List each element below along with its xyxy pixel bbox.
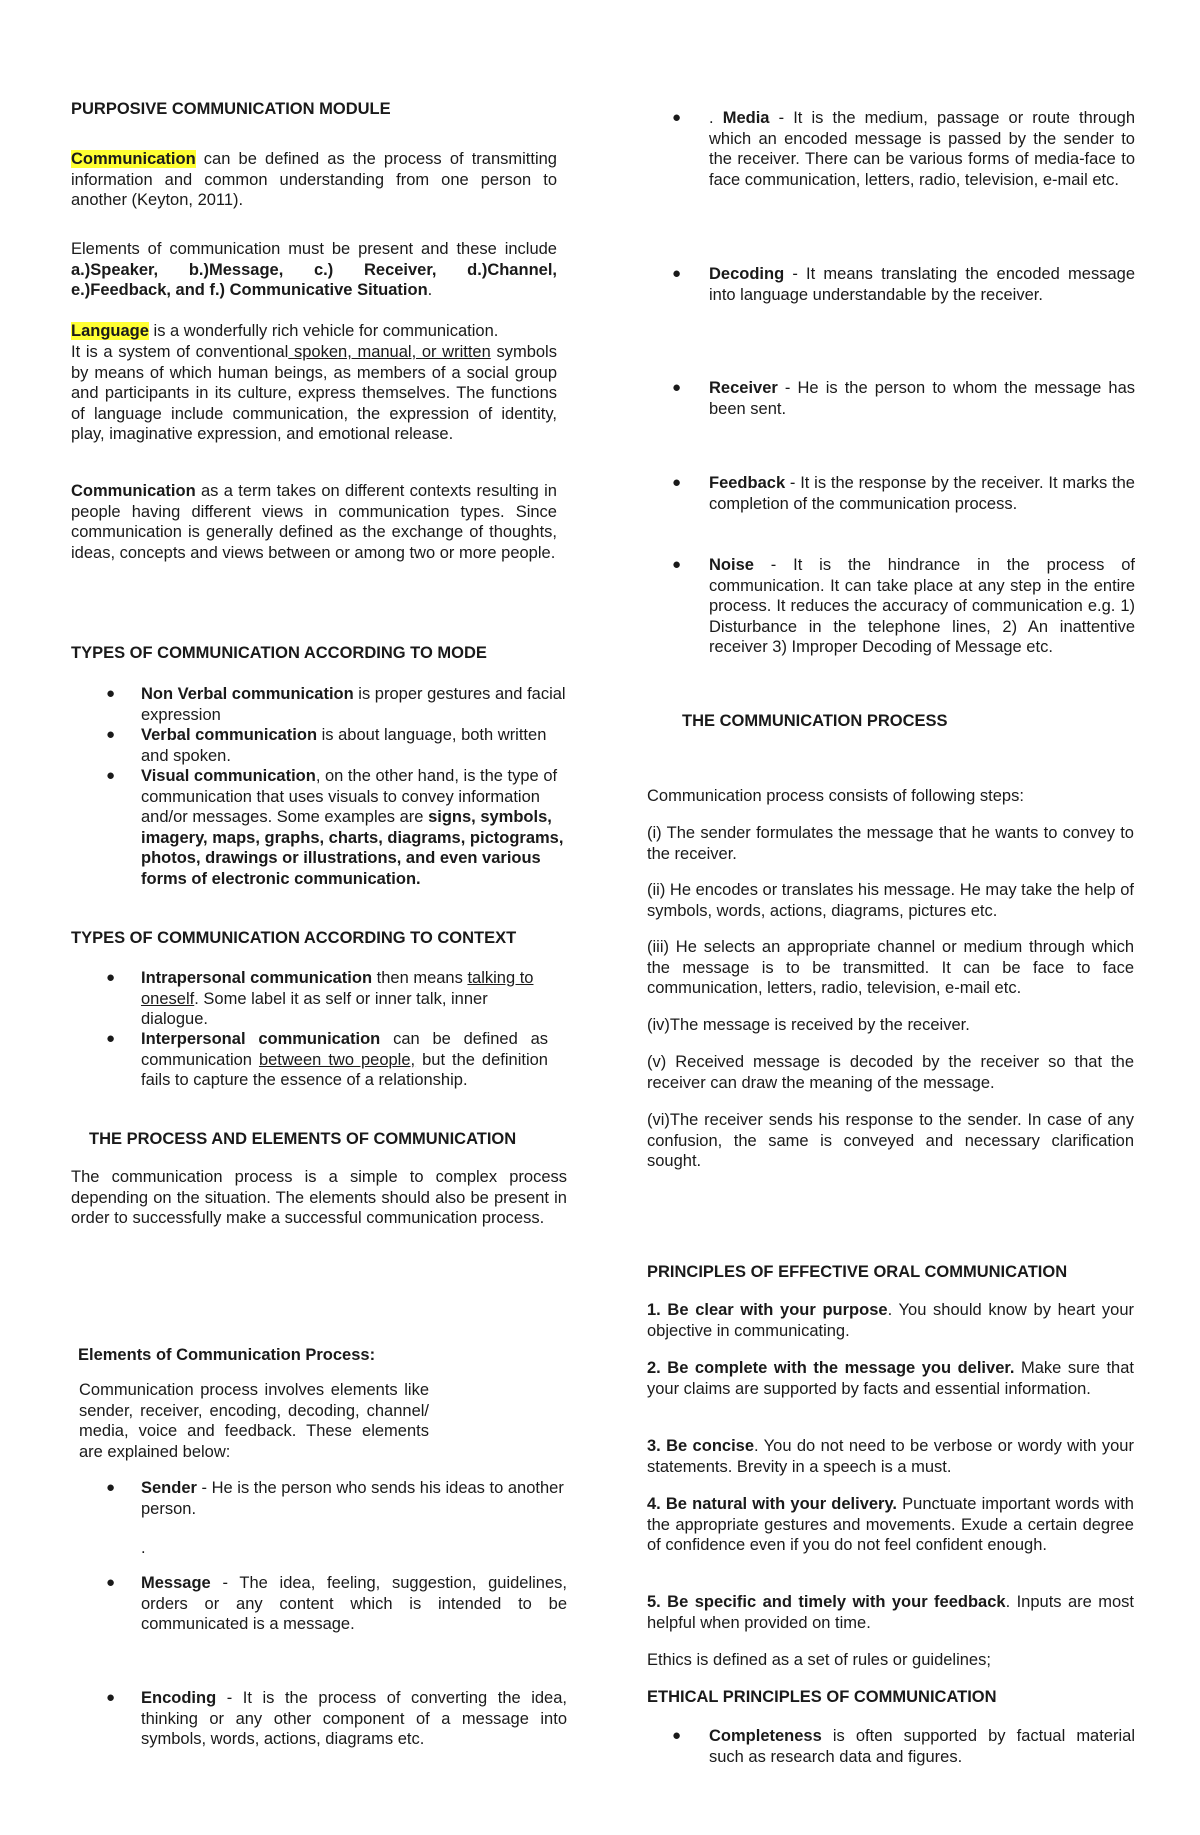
language-paragraph xyxy=(71,342,557,445)
bullet-icon: ● xyxy=(106,1030,116,1047)
communication-term: Communication xyxy=(71,482,196,500)
element-item-receiver xyxy=(672,378,1135,419)
element-item-noise xyxy=(672,555,1135,658)
element-item-bold: Sender xyxy=(141,1479,197,1497)
element-item-text: - It is the process of converting the idea, thinking or any other component of a message into symbols, words, actions, diagrams etc. xyxy=(141,1689,567,1748)
context-item-text: then means xyxy=(372,969,468,987)
principle-5 xyxy=(647,1592,1134,1633)
element-item-sender xyxy=(106,1478,567,1519)
bullet-icon: ● xyxy=(672,1727,682,1744)
step-2: (ii) He encodes or translates his message. He may take the help of symbols, words, actions, diagrams, pictures etc. xyxy=(647,881,1134,920)
mode-item-text: is about language, both written and spoken. xyxy=(141,726,547,765)
definition-text: can be defined as the process of transmitting information and common understanding from one person to another (Keyton, 2011). xyxy=(71,150,557,209)
language-p2a: It is a system of conventional xyxy=(71,343,289,361)
principle-text: . You do not need to be verbose or wordy with your statements. Brevity in a speech is a must. xyxy=(647,1437,1134,1476)
bullet-icon: ● xyxy=(672,474,682,491)
principle-bold: 1. Be clear with your purpose xyxy=(647,1301,888,1319)
item-bold: Feedback xyxy=(709,474,786,492)
principle-text: Make sure that your claims are supported by facts and essential information. xyxy=(647,1359,1134,1398)
context-item-bold: Interpersonal communication xyxy=(141,1030,381,1048)
step-4: (iv)The message is received by the receiver. xyxy=(647,1016,970,1034)
item-bold: Receiver xyxy=(709,379,778,397)
principle-1 xyxy=(647,1300,1134,1341)
ethics-item-bold: Completeness xyxy=(709,1727,822,1745)
element-item-media xyxy=(672,108,1135,190)
language-p2b: symbols by means of which human beings, as members of a social group and participants in its culture, express themselves. The functions of language include communication, the expression of identity, play, imaginative expression, and emotional release. xyxy=(71,343,557,443)
context-item-text: can be defined as communication xyxy=(141,1030,548,1069)
step-5: (v) Received message is decoded by the receiver so that the receiver can draw the meaning of the message. xyxy=(647,1053,1134,1092)
item-text: - It means translating the encoded message into language understandable by the receiver. xyxy=(709,265,1135,304)
context-item-text2: . Some label it as self or inner talk, inner dialogue. xyxy=(141,989,488,1028)
communication-contexts xyxy=(71,481,557,563)
bullet-icon: ● xyxy=(106,1689,116,1706)
bullet-icon: ● xyxy=(672,556,682,573)
bullet-icon: ● xyxy=(106,969,116,986)
element-item-message xyxy=(106,1573,567,1635)
item-bold: Noise xyxy=(709,556,754,574)
elements-intro: Elements of communication must be present and these include xyxy=(71,240,557,258)
element-item-feedback xyxy=(672,473,1135,514)
bullet-icon: ● xyxy=(106,1479,116,1496)
mode-item-visual xyxy=(106,766,566,889)
context-item-bold: Intrapersonal communication xyxy=(141,969,373,987)
principle-text: Punctuate important words with the appropriate gestures and movements. Exude a certain degree of confidence even if you do not feel confident enough. xyxy=(647,1495,1134,1554)
bullet-icon: ● xyxy=(106,726,116,743)
bullet-icon: ● xyxy=(106,685,116,702)
context-heading: TYPES OF COMMUNICATION ACCORDING TO CONTEXT xyxy=(71,929,517,947)
step-3: (iii) He selects an appropriate channel or medium through which the message is to be transmitted. It can be face to face communication, letters, radio, television, e-mail etc. xyxy=(647,938,1134,997)
item-bold: Media xyxy=(722,109,770,127)
context-item-intrapersonal xyxy=(106,968,548,1030)
language-line xyxy=(71,321,557,342)
highlight-communication: Communication xyxy=(71,150,196,168)
ethics-definition: Ethics is defined as a set of rules or guidelines; xyxy=(647,1651,991,1669)
item-text: - It is the medium, passage or route through which an encoded message is passed by the sender to the receiver. There can be various forms of media-face to face communication, letters, radio, television, e-mail etc. xyxy=(709,109,1136,189)
mode-item-examples: signs, symbols, imagery, maps, graphs, charts, diagrams, pictograms, photos, drawings or illustrations, and even various forms of electronic communication. xyxy=(141,808,564,888)
elements-end: . xyxy=(427,281,433,299)
item-text: - It is the response by the receiver. It marks the completion of the communication process. xyxy=(709,474,1135,513)
item-bold: Decoding xyxy=(709,265,785,283)
principle-bold: 3. Be concise xyxy=(647,1437,755,1455)
principle-text: . You should know by heart your objective in communicating. xyxy=(647,1301,1134,1340)
element-item-text: - The idea, feeling, suggestion, guidelines, orders or any content which is intended to be communicated is a message. xyxy=(141,1574,567,1633)
mode-item-nonverbal xyxy=(106,684,566,725)
mode-item-bold: Visual communication xyxy=(141,767,316,785)
module-title: PURPOSIVE COMMUNICATION MODULE xyxy=(71,100,391,118)
ethics-heading: ETHICAL PRINCIPLES OF COMMUNICATION xyxy=(647,1688,997,1706)
step-1: (i) The sender formulates the message that he wants to convey to the receiver. xyxy=(647,824,1134,863)
language-underlined: spoken, manual, or written xyxy=(288,343,491,361)
principle-3 xyxy=(647,1436,1134,1477)
context-item-underlined: between two people, xyxy=(258,1050,416,1069)
ethics-item-text: is often supported by factual material such as research data and figures. xyxy=(709,1727,1135,1766)
mode-item-verbal xyxy=(106,725,566,766)
bullet-icon: ● xyxy=(106,1574,116,1591)
bullet-icon: ● xyxy=(672,265,682,282)
ethics-item-completeness xyxy=(672,1726,1135,1767)
communication-contexts-text: as a term takes on different contexts resulting in people having different views in communication types. Since communication is generally defined as the exchange of thoughts, ideas, concepts and views between or among two or more people. xyxy=(71,482,557,562)
steps-intro: Communication process consists of following steps: xyxy=(647,787,1024,805)
communication-definition xyxy=(71,149,557,211)
communication-process-heading: THE COMMUNICATION PROCESS xyxy=(682,712,948,730)
mode-item-bold: Non Verbal communication xyxy=(141,685,354,703)
element-item-bold: Message xyxy=(141,1574,211,1592)
process-paragraph: The communication process is a simple to complex process depending on the situation. The elements should also be present in order to successfully make a successful communication process. xyxy=(71,1168,567,1227)
principle-bold: 5. Be specific and timely with your feedback xyxy=(647,1593,1006,1611)
elements-description: Communication process involves elements like sender, receiver, encoding, decoding, channel/ media, voice and feedback. These elements are explained below: xyxy=(79,1381,429,1461)
principle-text: . Inputs are most helpful when provided on time. xyxy=(647,1593,1135,1632)
bullet-icon: ● xyxy=(672,379,682,396)
element-item-decoding xyxy=(672,264,1135,305)
context-item-text2: but the definition fails to capture the essence of a relationship. xyxy=(141,1050,548,1089)
elements-heading: Elements of Communication Process: xyxy=(78,1346,376,1364)
element-item-text: - He is the person who sends his ideas to another person. xyxy=(141,1479,564,1518)
element-item-encoding xyxy=(106,1688,567,1750)
mode-item-bold: Verbal communication xyxy=(141,726,318,744)
mode-heading: TYPES OF COMMUNICATION ACCORDING TO MODE xyxy=(71,644,487,662)
mode-item-text: is proper gestures and facial expression xyxy=(141,685,566,724)
context-item-underlined: talking to oneself xyxy=(141,969,534,1008)
principle-4 xyxy=(647,1494,1134,1556)
context-item-interpersonal xyxy=(106,1029,548,1091)
step-6: (vi)The receiver sends his response to the sender. In case of any confusion, the same is conveyed and necessary clarification sought. xyxy=(647,1111,1134,1170)
principle-2 xyxy=(647,1358,1134,1399)
highlight-language: Language xyxy=(71,322,149,340)
item-text: - He is the person to whom the message has been sent. xyxy=(709,379,1135,418)
language-text: is a wonderfully rich vehicle for communication. xyxy=(148,322,499,340)
mode-item-text: , on the other hand, is the type of communication that uses visuals to convey information and/or messages. Some examples are xyxy=(141,767,558,826)
item-lead: . xyxy=(709,109,723,127)
principles-heading: PRINCIPLES OF EFFECTIVE ORAL COMMUNICATION xyxy=(647,1263,1068,1281)
principle-bold: 4. Be natural with your delivery. xyxy=(647,1495,898,1513)
element-item-bold: Encoding xyxy=(141,1689,217,1707)
process-elements-heading: THE PROCESS AND ELEMENTS OF COMMUNICATION xyxy=(89,1130,517,1148)
stray-dot: . xyxy=(141,1539,146,1557)
elements-paragraph xyxy=(71,239,557,301)
principle-bold: 2. Be complete with the message you deliver. xyxy=(647,1359,1015,1377)
bullet-icon: ● xyxy=(106,767,116,784)
elements-list-bold: a.)Speaker, b.)Message, c.) Receiver, d.)Channel, e.)Feedback, and f.) Communicative Situation xyxy=(71,260,557,299)
item-text: - It is the hindrance in the process of communication. It can take place at any step in the entire process. It reduces the accuracy of communication e.g. 1) Disturbance in the telephone lines, 2) An inattentive receiver 3) Improper Decoding of Message etc. xyxy=(709,556,1135,656)
bullet-icon: ● xyxy=(672,109,682,126)
